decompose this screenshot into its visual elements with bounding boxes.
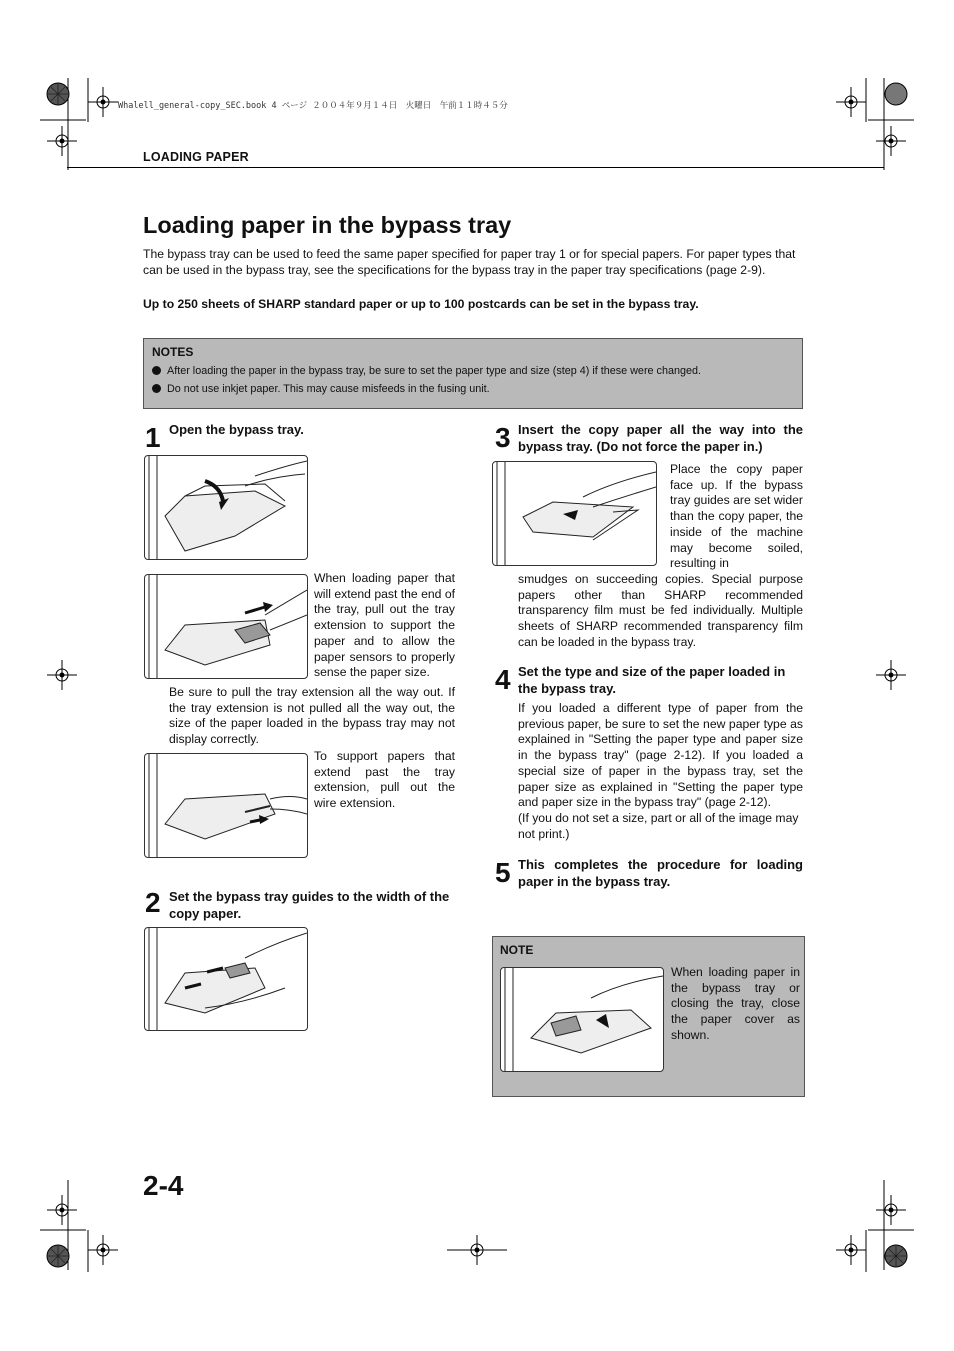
registration-mark-icon: [876, 660, 906, 690]
file-info-header: Whalell_general-copy_SEC.book 4 ページ ２００４年９月１４日 火曜日 午前１１時４５分: [118, 101, 508, 111]
section-label: LOADING PAPER: [143, 150, 249, 164]
illustration-tray-extension: [144, 574, 308, 679]
illustration-tray-guides: [144, 927, 308, 1031]
header-rule: [67, 167, 884, 168]
step-3-text-b: smudges on succeeding copies. Special purpose papers other than SHARP recommended transparency film must be fed individually. Multiple sheets of SHARP recommended transparency film can be loaded in the bypass tray.: [518, 572, 803, 649]
close-cover-drawing: [501, 968, 663, 1071]
illustration-open-tray: [144, 455, 308, 560]
note-text: Do not use inkjet paper. This may cause misfeeds in the fusing unit.: [167, 383, 490, 395]
bullet-icon: [152, 384, 161, 393]
step-4-text-2: (If you do not set a size, part or all of the image may not print.): [518, 811, 799, 841]
step-3-text-a: Place the copy paper face up. If the bypass tray guides are set wider than the copy paper, the inside of the machine may become soiled, resulting in: [670, 462, 803, 571]
registration-mark-icon: [836, 87, 866, 117]
step-1-text-c: To support papers that extend past the tray extension, pull out the wire extension.: [314, 749, 455, 811]
registration-mark-icon: [447, 1235, 507, 1265]
registration-mark-icon: [88, 87, 118, 117]
note-item: [152, 365, 701, 377]
illustration-insert-paper: [492, 461, 657, 566]
registration-mark-icon: [47, 1195, 77, 1225]
illustration-close-cover: [500, 967, 664, 1072]
step-1-text-b: Be sure to pull the tray extension all the way out. If the tray extension is not pulled all the way out, the size of the paper loaded in the bypass tray may not display correctly.: [169, 685, 455, 747]
registration-mark-icon: [88, 1235, 118, 1265]
insert-paper-drawing: [493, 462, 656, 565]
note-text: When loading paper in the bypass tray or closing the tray, close the paper cover as shown.: [671, 965, 800, 1042]
step-number: 2: [145, 887, 161, 918]
notes-box: [143, 338, 803, 409]
note-box: [492, 936, 805, 1097]
registration-mark-icon: [47, 660, 77, 690]
tray-extension-drawing: [145, 575, 307, 678]
step-1-text-a: When loading paper that will extend past the end of the tray, pull out the tray extension to support the paper and to allow the paper sensors to properly sense the paper size.: [314, 571, 455, 680]
note-title: NOTE: [500, 943, 534, 957]
notes-title: NOTES: [152, 345, 194, 359]
registration-mark-icon: [876, 126, 906, 156]
page-title: Loading paper in the bypass tray: [143, 212, 512, 238]
note-item: [152, 383, 490, 395]
intro-capacity: Up to 250 sheets of SHARP standard paper or up to 100 postcards can be set in the bypass tray.: [143, 297, 699, 311]
step-heading: This completes the procedure for loading paper in the bypass tray.: [518, 857, 803, 889]
step-heading: Insert the copy paper all the way into the bypass tray. (Do not force the paper in.): [518, 422, 803, 454]
registration-mark-icon: [836, 1235, 866, 1265]
step-number: 5: [495, 857, 511, 888]
color-dot-icon: [46, 82, 70, 106]
registration-mark-icon: [47, 126, 77, 156]
illustration-wire-extension: [144, 753, 308, 858]
open-tray-drawing: [145, 456, 307, 559]
step-heading: Set the bypass tray guides to the width of the copy paper.: [169, 889, 450, 921]
step-heading: Set the type and size of the paper loaded in the bypass tray.: [518, 664, 786, 696]
arrow-icon: [263, 602, 273, 612]
step-4-text: If you loaded a different type of paper from the previous paper, be sure to set the new paper type as explained in "Setting the paper type and paper size in the bypass tray" (page 2-12). If you loaded a special size of paper in the bypass tray, set the paper size as explained in "Setting the paper type and paper size in the bypass tray" (page 2-12).: [518, 701, 803, 810]
step-heading: Open the bypass tray.: [169, 422, 304, 437]
color-dot-icon: [46, 1244, 70, 1268]
step-number: 1: [145, 422, 161, 453]
bullet-icon: [152, 366, 161, 375]
tray-guides-drawing: [145, 928, 307, 1030]
page-number: 2-4: [143, 1170, 184, 1201]
registration-mark-icon: [876, 1195, 906, 1225]
color-dot-icon: [884, 1244, 908, 1268]
color-dot-icon: [884, 82, 908, 106]
note-text: After loading the paper in the bypass tray, be sure to set the paper type and size (step 4) if these were changed.: [167, 365, 701, 377]
wire-extension-drawing: [145, 754, 307, 857]
step-number: 3: [495, 422, 511, 453]
intro-paragraph: The bypass tray can be used to feed the same paper specified for paper tray 1 or for special papers. For paper types that can be used in the bypass tray, see the specifications for the bypass tray in the paper tray specifications (page 2-9).: [143, 247, 796, 278]
step-number: 4: [495, 664, 511, 695]
